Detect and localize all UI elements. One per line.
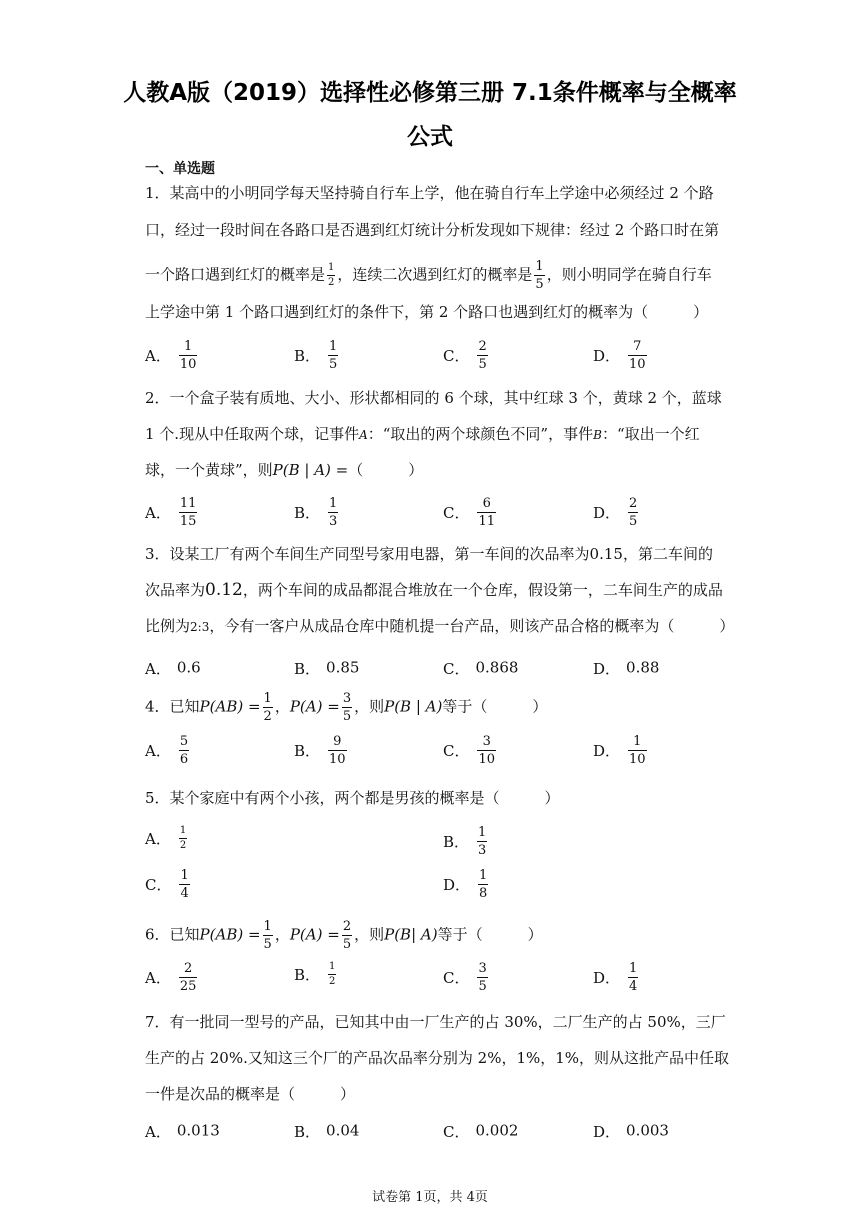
q6-line1: 6．已知P(AB) = $\frac{1}{5}$ ，P(A) = $\frac{2}{5}$ ，则P(B| A)等于（ ） bbox=[145, 919, 543, 952]
q3-line2: 次品率为0.12，两个车间的成品都混合堆放在一个仓库，假设第一，二车间生产的成品 bbox=[145, 580, 723, 600]
q2-option-d[interactable]: D． $\frac{2}{5}$ bbox=[593, 496, 638, 529]
q5-line1: 5．某个家庭中有两个小孩，两个都是男孩的概率是（ ） bbox=[145, 789, 560, 807]
q2-option-b[interactable]: B． $\frac{1}{3}$ bbox=[294, 496, 338, 529]
q6-option-b[interactable]: B． $\frac{1}{2}$ bbox=[294, 961, 336, 987]
q4-fraction-1: $\frac{1}{2}$ bbox=[263, 691, 272, 724]
q4-line1: 4．已知P(AB) = $\frac{1}{2}$ ，P(A) = $\frac{3}{5}$ ，则P(B | A)等于（ ） bbox=[145, 691, 548, 724]
q2-option-a[interactable]: A． $\frac{11}{15}$ bbox=[145, 496, 197, 529]
q1-line3-b: ，连续二次遇到红灯的概率是 bbox=[337, 265, 533, 284]
q4-option-b[interactable]: B． $\frac{9}{10}$ bbox=[294, 734, 346, 767]
q6-fraction-1: $\frac{1}{5}$ bbox=[263, 919, 272, 952]
q7-option-d[interactable]: D． 0.003 bbox=[593, 1121, 669, 1141]
q7-line1: 7．有一批同一型号的产品，已知其中由一厂生产的占 30%，二厂生产的占 50%，三厂 bbox=[145, 1013, 726, 1031]
page-title-line2: 公式 bbox=[407, 124, 453, 150]
q1-line4: 上学途中第 1 个路口遇到红灯的条件下，第 2 个路口也遇到红灯的概率为（ ） bbox=[145, 303, 709, 321]
page-footer: 试卷第 1页，共 4页 bbox=[372, 1190, 488, 1205]
q2-option-c[interactable]: C． $\frac{6}{11}$ bbox=[443, 496, 496, 529]
section-heading: 一、单选题 bbox=[145, 161, 215, 177]
q3-option-d[interactable]: D． 0.88 bbox=[593, 658, 660, 678]
q1-line3-a: 一个路口遇到红灯的概率是 bbox=[145, 265, 326, 284]
q5-option-b[interactable]: B． $\frac{1}{3}$ bbox=[443, 825, 487, 858]
q6-option-d[interactable]: D． $\frac{1}{4}$ bbox=[593, 961, 638, 994]
page-title-line1: 人教A版（2019）选择性必修第三册 7.1条件概率与全概率 bbox=[123, 80, 737, 106]
q3-option-c[interactable]: C． 0.868 bbox=[443, 658, 519, 678]
q3-line1: 3．设某工厂有两个车间生产同型号家用电器，第一车间的次品率为0.15，第二车间的 bbox=[145, 545, 713, 563]
q7-option-c[interactable]: C． 0.002 bbox=[443, 1121, 519, 1141]
q7-option-a[interactable]: A． 0.013 bbox=[145, 1121, 220, 1141]
q1-option-c[interactable]: C． $\frac{2}{5}$ bbox=[443, 339, 487, 372]
q5-option-d[interactable]: D． $\frac{1}{8}$ bbox=[443, 868, 488, 901]
q5-option-c[interactable]: C． $\frac{1}{4}$ bbox=[145, 868, 189, 901]
q7-option-b[interactable]: B． 0.04 bbox=[294, 1121, 360, 1141]
q1-option-a[interactable]: A． $\frac{1}{10}$ bbox=[145, 339, 197, 372]
q1-option-b[interactable]: B． $\frac{1}{5}$ bbox=[294, 339, 338, 372]
q1-line1: 1．某高中的小明同学每天坚持骑自行车上学，他在骑自行车上学途中必须经过 2 个路 bbox=[145, 184, 714, 202]
q4-option-a[interactable]: A． $\frac{5}{6}$ bbox=[145, 734, 189, 767]
q1-option-d[interactable]: D． $\frac{7}{10}$ bbox=[593, 339, 646, 372]
q6-fraction-2: $\frac{2}{5}$ bbox=[342, 919, 352, 952]
q1-line3 bbox=[145, 260, 712, 291]
q2-line3: 球，一个黄球”，则P(B | A) =（ ） bbox=[145, 461, 424, 479]
q7-line3: 一件是次品的概率是（ ） bbox=[145, 1085, 356, 1103]
q1-fraction-2: $\frac{1}{5}$ bbox=[535, 259, 544, 292]
q3-option-b[interactable]: B． 0.85 bbox=[294, 658, 360, 678]
q6-option-c[interactable]: C． $\frac{3}{5}$ bbox=[443, 961, 487, 994]
q4-option-d[interactable]: D． $\frac{1}{10}$ bbox=[593, 734, 646, 767]
q3-option-a[interactable]: A． 0.6 bbox=[145, 658, 201, 678]
q1-line3-c: ，则小明同学在骑自行车 bbox=[546, 265, 712, 284]
q6-option-a[interactable]: A． $\frac{2}{25}$ bbox=[145, 961, 197, 994]
q2-line1: 2．一个盒子装有质地、大小、形状都相同的 6 个球，其中红球 3 个，黄球 2 个，蓝球 bbox=[145, 389, 722, 407]
q7-line2: 生产的占 20%.又知这三个厂的产品次品率分别为 2%，1%，1%，则从这批产品中任取 bbox=[145, 1049, 730, 1067]
q1-fraction-1: $\frac{1}{2}$ bbox=[328, 262, 335, 288]
q4-fraction-2: $\frac{3}{5}$ bbox=[342, 691, 352, 724]
q3-line3: 比例为2:3，今有一客户从成品仓库中随机提一台产品，则该产品合格的概率为（ ） bbox=[145, 617, 735, 635]
q5-option-a[interactable]: A． $\frac{1}{2}$ bbox=[145, 825, 187, 851]
q1-line2: 口，经过一段时间在各路口是否遇到红灯统计分析发现如下规律：经过 2 个路口时在第 bbox=[145, 221, 720, 239]
q4-option-c[interactable]: C． $\frac{3}{10}$ bbox=[443, 734, 496, 767]
q2-line2: 1 个.现从中任取两个球，记事件A：“取出的两个球颜色不同”，事件B：“取出一个红 bbox=[145, 425, 700, 443]
